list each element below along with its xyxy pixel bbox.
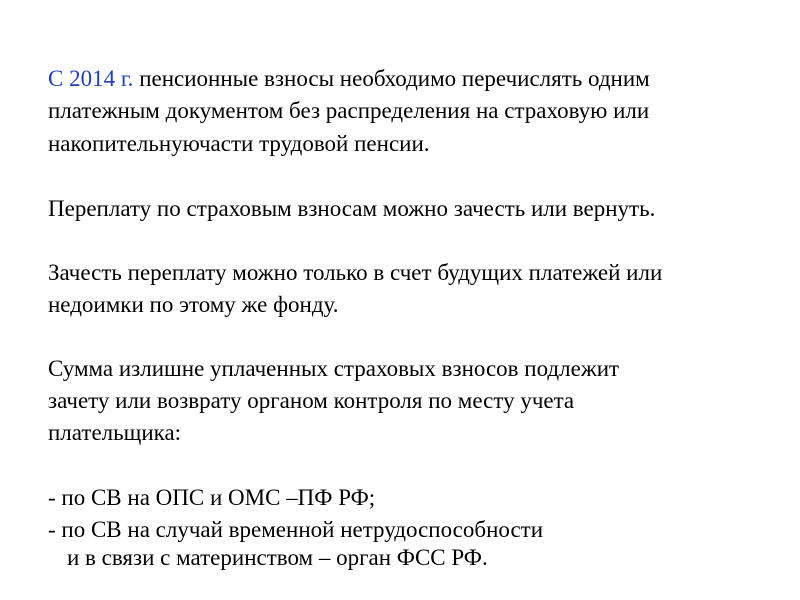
list-item-2-line-2: и в связи с материнством – орган ФСС РФ. [67,545,488,570]
paragraph-4-line-3: плательщика: [48,420,182,445]
paragraph-1-line-1-text: пенсионные взносы необходимо перечислять одним [133,66,650,91]
paragraph-1-line-2: платежным документом без распределения на страховую или [48,98,650,123]
paragraph-3-line-1: Зачесть переплату можно только в счет будущих платежей или [48,260,663,285]
paragraph-4-line-1: Сумма излишне уплаченных страховых взносов подлежит [48,356,620,381]
list-item-2-line-1: - по СВ на случай временной нетрудоспособности [48,517,544,542]
list-item-1: - по СВ на ОПС и ОМС –ПФ РФ; [48,485,376,510]
paragraph-2-line-1: Переплату по страховым взносам можно зачесть или вернуть. [48,196,656,221]
paragraph-1-line-1 [48,64,650,94]
paragraph-4-line-2: зачету или возврату органом контроля по месту учета [48,388,575,413]
year-highlight: С 2014 г. [48,66,134,91]
paragraph-3-line-2: недоимки по этому же фонду. [48,292,339,317]
paragraph-1-line-3: накопительнуючасти трудовой пенсии. [48,131,430,156]
